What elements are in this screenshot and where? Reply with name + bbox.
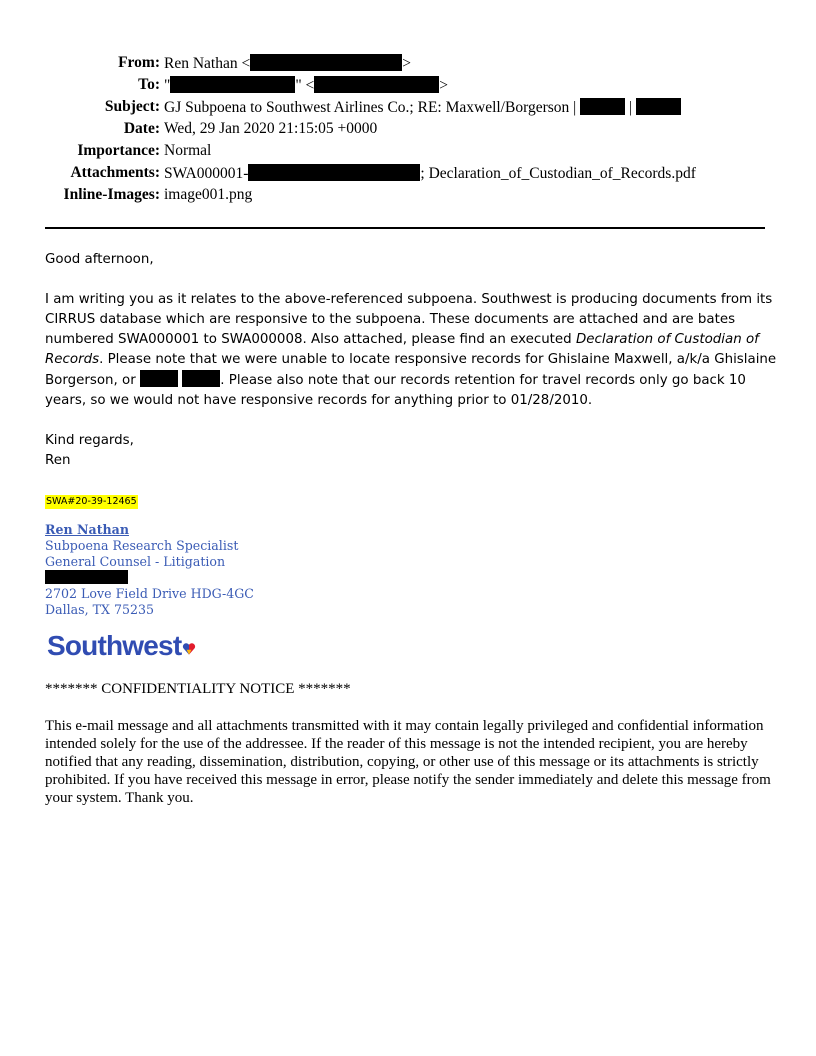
redaction-box: [170, 76, 295, 93]
from-row: [0, 52, 816, 74]
body-paragraph: [45, 290, 780, 411]
redaction-box: [580, 98, 625, 115]
to-label: To:: [138, 76, 160, 93]
redaction-box: [248, 164, 420, 181]
signature-address-line1: 2702 Love Field Drive HDG-4GC: [45, 586, 254, 601]
paragraph-text: . Please also note that our records retention for travel records only go back 10 years, so we would not have responsive records for anything prior to 01/28/2010.: [45, 373, 746, 408]
from-name: Ren Nathan: [164, 54, 238, 72]
date-value: Wed, 29 Jan 2020 21:15:05 +0000: [164, 120, 378, 137]
inline-images-label: Inline-Images:: [63, 186, 160, 203]
attachment-suffix: ; Declaration_of_Custodian_of_Records.pdf: [420, 164, 696, 182]
from-label: From:: [118, 54, 160, 71]
subject-value: [164, 98, 681, 117]
paragraph-text: . Please note that we were unable to locate responsive records for Ghislaine Maxwell, a/k/a Ghislaine Borgerson, or: [45, 352, 777, 388]
redaction-box: [45, 570, 128, 584]
date-label: Date:: [123, 120, 160, 137]
redaction-box: [250, 54, 402, 71]
signature-dept: General Counsel - Litigation: [45, 554, 226, 569]
reference-number: SWA#20-39-12465: [46, 496, 137, 507]
paragraph-text: I am writing you as it relates to the above-referenced subpoena. Southwest is producing documents from its CIRRUS database which are responsive to the subpoena. These documents are attached and are bates numbered SWA000001 to SWA000008. Also attached, please find an executed: [45, 292, 773, 347]
email-header: [0, 52, 816, 206]
signature-redacted: [45, 570, 254, 586]
header-divider: [45, 227, 765, 229]
subject-text: GJ Subpoena to Southwest Airlines Co.; RE: Maxwell/Borgerson |: [164, 98, 577, 116]
closing: Kind regards,: [45, 433, 134, 448]
redaction-box: [314, 76, 439, 93]
declaration-title: Declaration of Custodian of Records: [45, 332, 759, 367]
to-row: [0, 74, 816, 96]
inline-images-row: [0, 184, 816, 206]
signature-name: Ren Nathan: [45, 522, 129, 537]
southwest-logo: [47, 630, 196, 662]
email-body: [45, 250, 780, 511]
subject-separator: |: [629, 98, 633, 116]
signature-title: Subpoena Research Specialist: [45, 538, 239, 553]
signature-address-line2: Dallas, TX 75235: [45, 602, 155, 617]
signature-block: [45, 522, 254, 618]
confidentiality-text: This e-mail message and all attachments transmitted with it may contain legally privileged and confidential information intended solely for the use of the addressee. If the reader of this message is not the intended recipient, you are hereby notified that any reading, dissemination, distribution, copying, or other use of this message or its attachments is strictly prohibited. If you have received this message in error, please notify the sender immediately and delete this message from your system. Thank you.: [45, 718, 771, 806]
attachments-row: [0, 162, 816, 184]
date-row: [0, 118, 816, 140]
signoff: Ren: [45, 453, 71, 468]
attachments-value: [164, 164, 696, 183]
attachment-prefix: SWA000001-: [164, 164, 249, 182]
subject-label: Subject:: [104, 98, 160, 115]
greeting: Good afternoon,: [45, 252, 154, 267]
importance-value: Normal: [164, 142, 212, 159]
logo-text: Southwest: [47, 630, 182, 661]
heart-icon: [182, 642, 196, 656]
attachments-label: Attachments:: [70, 164, 160, 181]
redaction-box: [636, 98, 681, 115]
redaction-box: [140, 370, 178, 387]
importance-row: [0, 140, 816, 162]
importance-label: Importance:: [77, 142, 160, 159]
redaction-box: [182, 370, 220, 387]
from-value: Ren Nathan < >: [164, 54, 411, 72]
inline-images-value: image001.png: [164, 186, 253, 203]
subject-row: [0, 96, 816, 118]
confidentiality-title: ******* CONFIDENTIALITY NOTICE *******: [45, 681, 351, 697]
to-value: " " < >: [164, 76, 449, 94]
